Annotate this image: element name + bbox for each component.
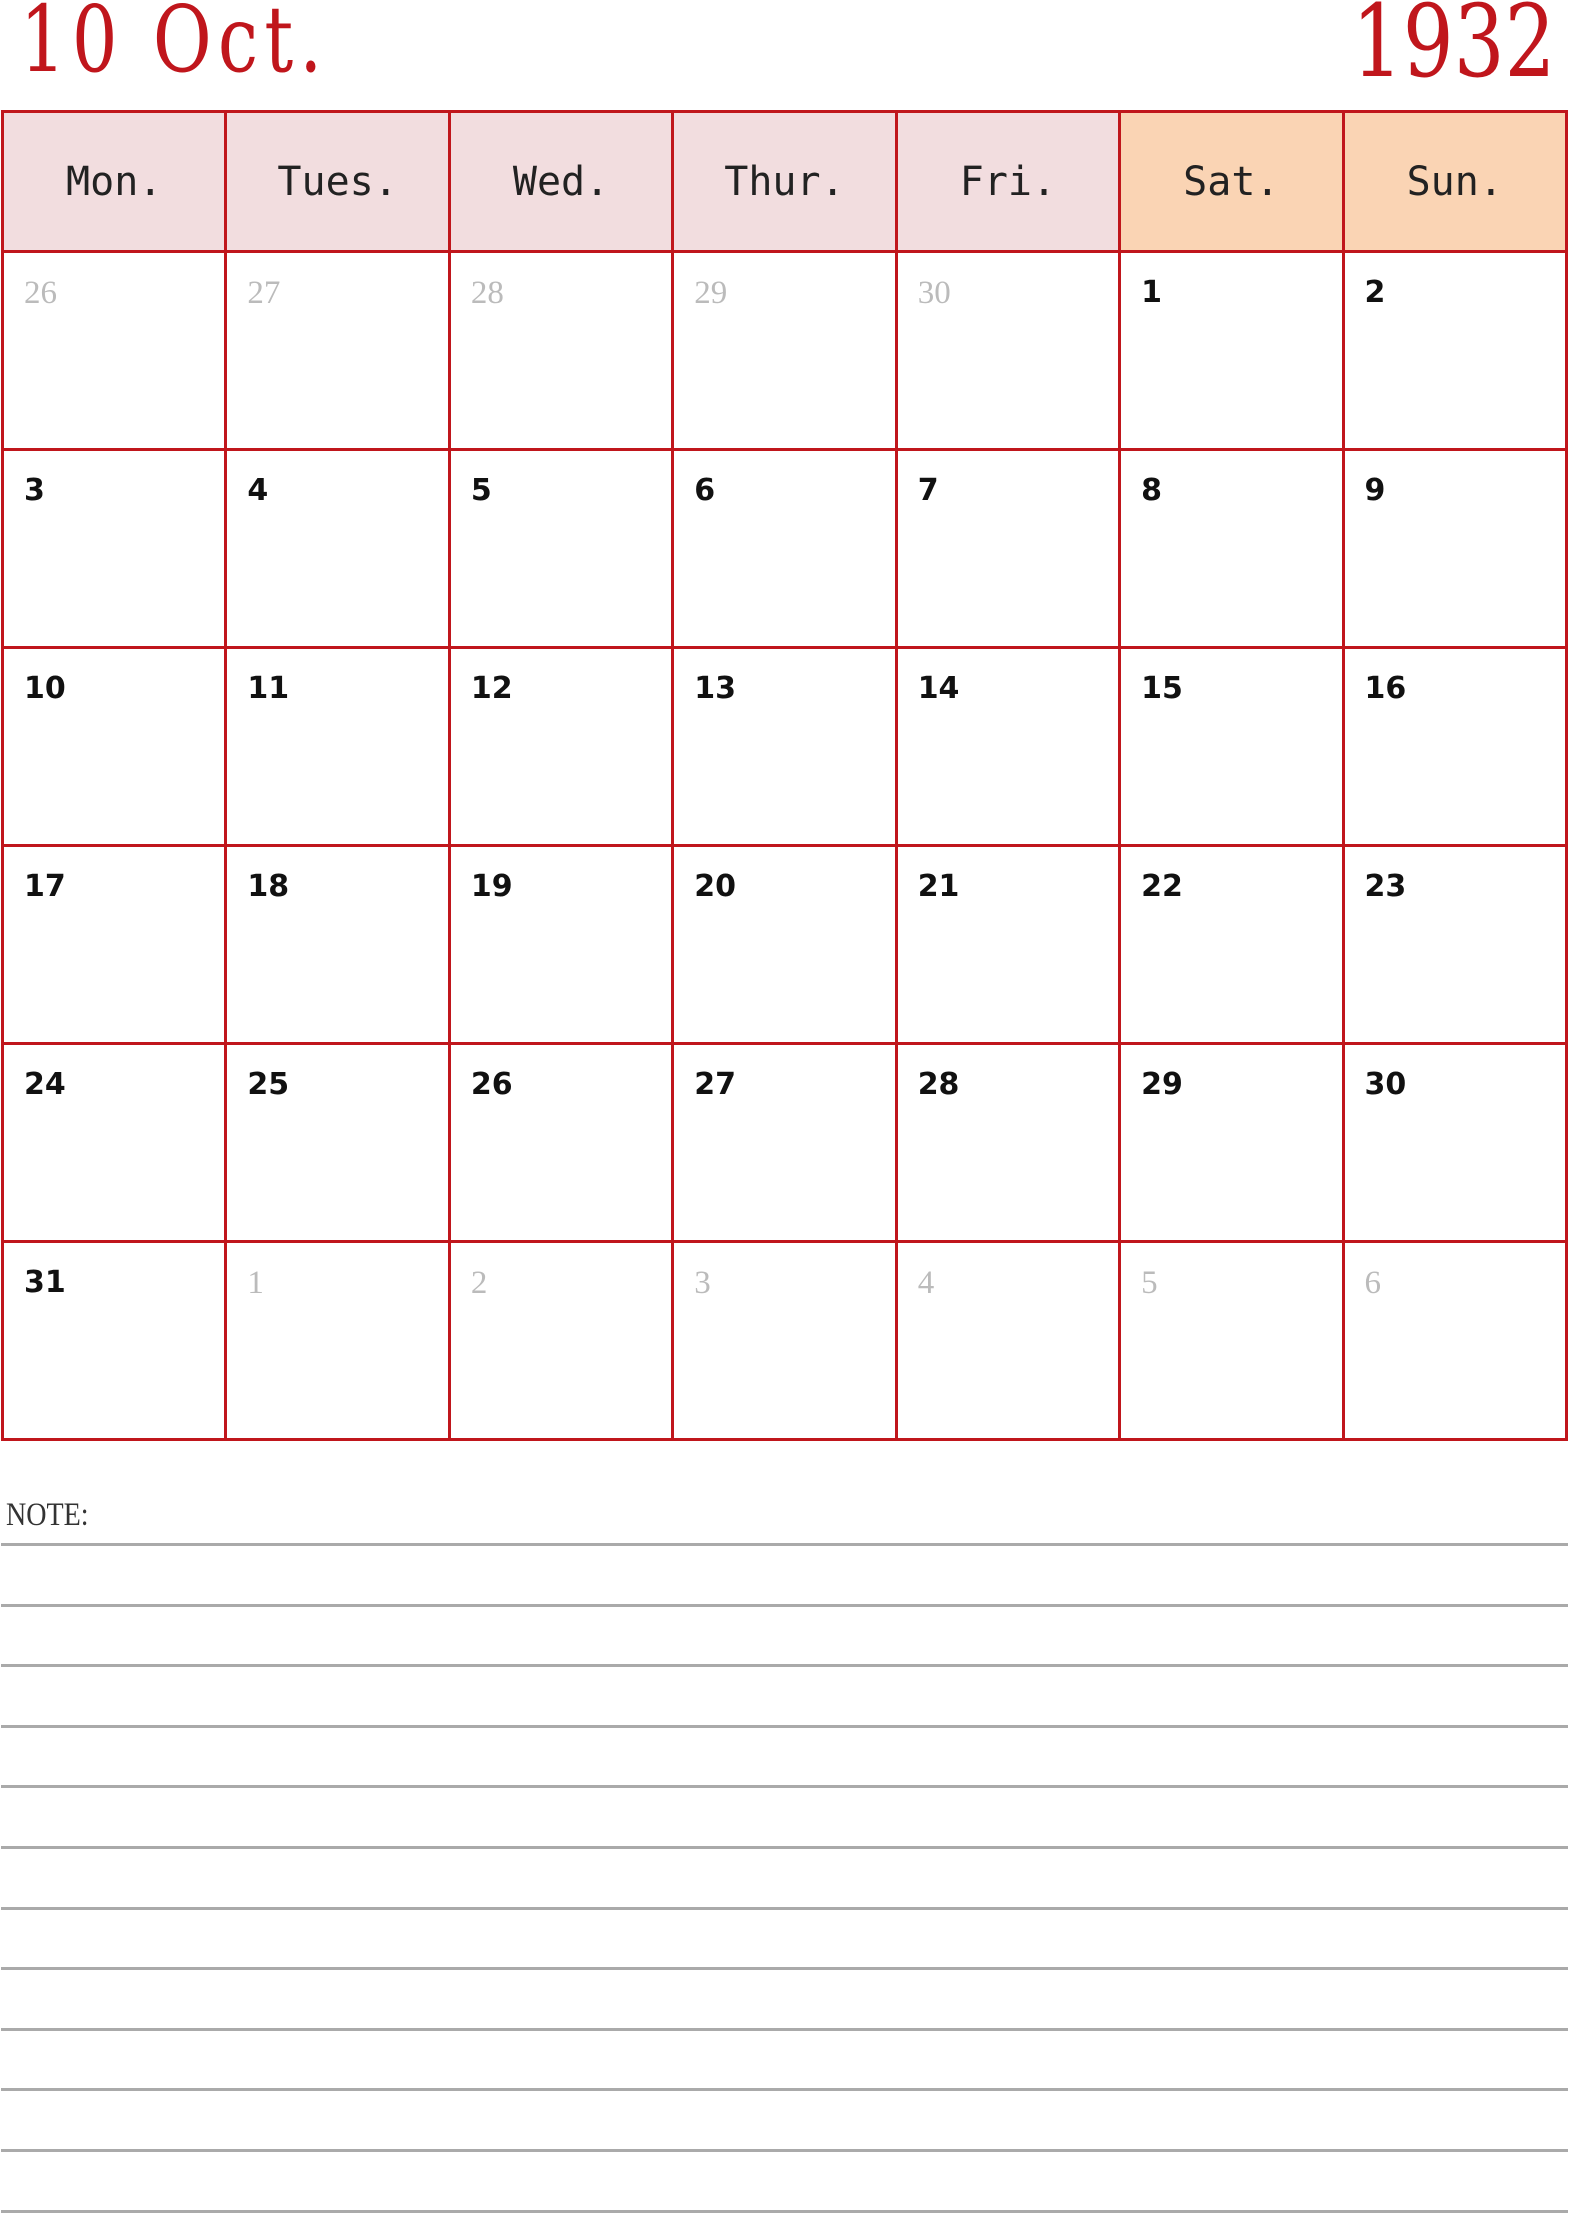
- weekday-header-tue: Tues.: [226, 112, 449, 252]
- note-line[interactable]: [1, 1664, 1568, 1667]
- day-cell-adjacent-month[interactable]: [226, 1242, 449, 1440]
- calendar-header: [0, 0, 1569, 110]
- day-number: 6: [694, 473, 716, 508]
- day-cell[interactable]: [673, 648, 896, 846]
- day-number: 5: [1141, 1265, 1158, 1301]
- day-number: 24: [24, 1067, 66, 1102]
- day-cell-adjacent-month[interactable]: [896, 252, 1119, 450]
- day-number: 15: [1141, 671, 1183, 706]
- day-cell[interactable]: [673, 450, 896, 648]
- day-cell[interactable]: [3, 846, 226, 1044]
- note-line[interactable]: [1, 1967, 1568, 1970]
- weekday-header-mon: Mon.: [3, 112, 226, 252]
- day-number: 3: [694, 1265, 711, 1301]
- day-cell[interactable]: [226, 450, 449, 648]
- day-number: 4: [247, 473, 269, 508]
- day-cell[interactable]: [1120, 846, 1343, 1044]
- day-number: 11: [247, 671, 290, 706]
- day-number: 12: [470, 671, 513, 706]
- day-cell[interactable]: [896, 450, 1119, 648]
- day-number: 27: [694, 1067, 737, 1102]
- day-number: 28: [470, 275, 504, 311]
- day-number: 1: [247, 1265, 264, 1301]
- day-number: 20: [694, 869, 737, 904]
- week-row: [3, 846, 1567, 1044]
- weekday-header-sat: Sat.: [1120, 112, 1343, 252]
- week-row: [3, 252, 1567, 450]
- day-number: 23: [1364, 869, 1407, 904]
- day-cell[interactable]: [3, 1044, 226, 1242]
- day-cell-adjacent-month[interactable]: [673, 252, 896, 450]
- note-line[interactable]: [1, 2149, 1568, 2152]
- day-number: 30: [1364, 1067, 1407, 1102]
- day-number: 25: [247, 1067, 290, 1102]
- day-number: 21: [917, 869, 960, 904]
- day-number: 13: [694, 671, 737, 706]
- day-number: 17: [24, 869, 66, 904]
- day-number: 26: [470, 1067, 513, 1102]
- day-cell[interactable]: [1343, 846, 1566, 1044]
- day-number: 26: [24, 275, 57, 311]
- note-line[interactable]: [1, 1907, 1568, 1910]
- day-cell[interactable]: [1343, 252, 1566, 450]
- note-line[interactable]: [1, 1725, 1568, 1728]
- day-cell[interactable]: [673, 1044, 896, 1242]
- day-cell[interactable]: [226, 648, 449, 846]
- day-cell[interactable]: [1343, 450, 1566, 648]
- day-cell-adjacent-month[interactable]: [1343, 1242, 1566, 1440]
- day-number: 10: [24, 671, 66, 706]
- weekday-header-fri: Fri.: [896, 112, 1119, 252]
- day-number: 14: [917, 671, 960, 706]
- week-row: [3, 1242, 1567, 1440]
- note-line[interactable]: [1, 1543, 1568, 1546]
- day-cell-adjacent-month[interactable]: [673, 1242, 896, 1440]
- day-cell[interactable]: [3, 450, 226, 648]
- year-title: 1932: [1351, 0, 1555, 100]
- day-number: 7: [917, 473, 939, 508]
- day-number: 9: [1364, 473, 1386, 508]
- day-cell[interactable]: [1120, 252, 1343, 450]
- day-cell[interactable]: [449, 1044, 672, 1242]
- note-label: NOTE:: [6, 1497, 89, 1533]
- day-cell-adjacent-month[interactable]: [449, 1242, 672, 1440]
- note-line[interactable]: [1, 2088, 1568, 2091]
- day-number: 3: [24, 473, 45, 508]
- day-cell-adjacent-month[interactable]: [896, 1242, 1119, 1440]
- weekday-header-wed: Wed.: [449, 112, 672, 252]
- day-cell[interactable]: [673, 846, 896, 1044]
- day-number: 30: [917, 275, 951, 311]
- weekday-header-row: [3, 112, 1567, 252]
- day-cell[interactable]: [3, 1242, 226, 1440]
- day-cell[interactable]: [1120, 648, 1343, 846]
- day-cell[interactable]: [449, 450, 672, 648]
- day-cell[interactable]: [449, 846, 672, 1044]
- day-cell-adjacent-month[interactable]: [3, 252, 226, 450]
- note-line[interactable]: [1, 2028, 1568, 2031]
- day-cell[interactable]: [896, 648, 1119, 846]
- day-cell[interactable]: [226, 846, 449, 1044]
- day-number: 6: [1364, 1265, 1382, 1301]
- note-line[interactable]: [1, 1785, 1568, 1788]
- weekday-header-thu: Thur.: [673, 112, 896, 252]
- day-cell[interactable]: [449, 648, 672, 846]
- day-number: 2: [1364, 275, 1386, 310]
- note-line[interactable]: [1, 1604, 1568, 1607]
- day-number: 5: [470, 473, 492, 508]
- month-grid: [1, 110, 1568, 1441]
- day-number: 1: [1141, 275, 1162, 310]
- day-number: 18: [247, 869, 290, 904]
- day-cell[interactable]: [896, 846, 1119, 1044]
- day-number: 8: [1141, 473, 1162, 508]
- day-number: 28: [917, 1067, 960, 1102]
- day-cell-adjacent-month[interactable]: [1120, 1242, 1343, 1440]
- weekday-header-sun: Sun.: [1343, 112, 1566, 252]
- day-cell[interactable]: [1343, 648, 1566, 846]
- month-title: 10 Oct.: [20, 0, 329, 93]
- day-cell-adjacent-month[interactable]: [226, 252, 449, 450]
- week-row: [3, 648, 1567, 846]
- day-number: 29: [694, 275, 728, 311]
- day-cell[interactable]: [896, 1044, 1119, 1242]
- day-number: 27: [247, 275, 281, 311]
- day-cell[interactable]: [1120, 450, 1343, 648]
- day-number: 22: [1141, 869, 1183, 904]
- day-cell[interactable]: [3, 648, 226, 846]
- day-number: 19: [470, 869, 513, 904]
- day-number: 29: [1141, 1067, 1183, 1102]
- day-number: 16: [1364, 671, 1407, 706]
- day-cell[interactable]: [1120, 1044, 1343, 1242]
- note-line[interactable]: [1, 1846, 1568, 1849]
- day-number: 31: [24, 1265, 66, 1300]
- day-number: 4: [917, 1265, 935, 1301]
- week-row: [3, 1044, 1567, 1242]
- day-cell[interactable]: [226, 1044, 449, 1242]
- day-number: 2: [470, 1265, 488, 1301]
- week-row: [3, 450, 1567, 648]
- day-cell-adjacent-month[interactable]: [449, 252, 672, 450]
- day-cell[interactable]: [1343, 1044, 1566, 1242]
